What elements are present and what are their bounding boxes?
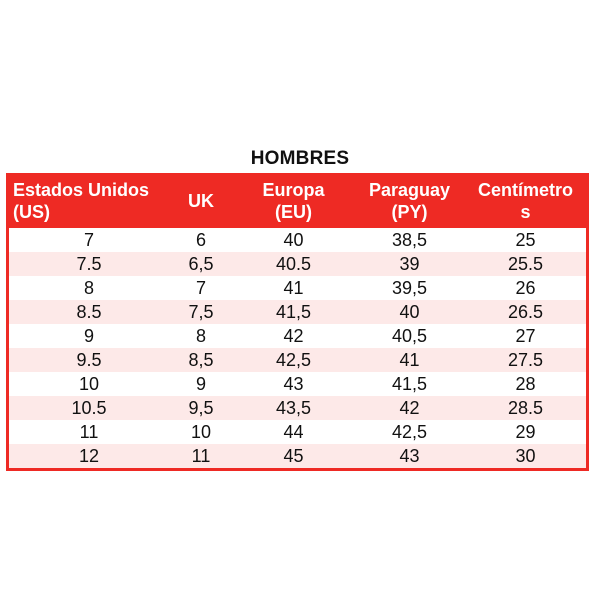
cell-eu: 45 [283,445,304,466]
cell-py: 39,5 [391,277,428,298]
cell-cm: 28.5 [507,397,544,418]
header-label: (US) [13,201,50,222]
cell-eu: 43 [283,373,304,394]
cell-eu: 44 [283,421,304,442]
cell-us: 10 [78,373,100,394]
cell-us: 8 [83,277,94,298]
table-row [9,300,586,324]
header-label: (EU) [275,201,312,222]
cell-uk: 7,5 [188,301,214,322]
cell-cm: 26 [515,277,536,298]
cell-us: 10.5 [71,397,107,418]
cell-py: 40 [399,301,420,322]
cell-eu: 40 [283,229,304,250]
cell-cm: 29 [515,421,536,442]
header-label: s [520,201,531,222]
cell-us: 9 [83,325,94,346]
cell-us: 12 [78,445,100,466]
table-body [9,228,586,468]
cell-us: 7 [83,229,94,250]
cell-uk: 9 [195,373,206,394]
table-row [9,396,586,420]
cell-eu: 42 [283,325,304,346]
header-cell-eu [233,179,354,223]
cell-uk: 8 [195,325,206,346]
header-label: (PY) [391,201,428,222]
table-row [9,276,586,300]
header-cell-uk [169,190,233,212]
size-chart-table [6,173,589,471]
cell-py: 42,5 [391,421,428,442]
table-header [9,173,586,228]
cell-uk: 9,5 [188,397,214,418]
cell-cm: 30 [515,445,536,466]
cell-py: 41,5 [391,373,428,394]
cell-us: 11 [79,421,99,442]
table-row [9,252,586,276]
cell-eu: 43,5 [275,397,312,418]
header-label: Paraguay [368,179,451,200]
cell-py: 42 [399,397,420,418]
header-label: UK [188,190,214,211]
cell-uk: 10 [190,421,212,442]
table-row [9,324,586,348]
cell-uk: 6 [195,229,206,250]
cell-uk: 11 [191,445,211,466]
cell-py: 38,5 [391,229,428,250]
cell-cm: 25.5 [507,253,544,274]
cell-us: 8.5 [76,301,102,322]
cell-cm: 27.5 [507,349,544,370]
table-row [9,348,586,372]
header-cell-cm [465,179,586,223]
table-row [9,372,586,396]
cell-py: 41 [399,349,420,370]
cell-eu: 42,5 [275,349,312,370]
header-cell-py [354,179,465,223]
cell-uk: 7 [195,277,206,298]
cell-cm: 25 [515,229,536,250]
cell-uk: 8,5 [188,349,214,370]
cell-eu: 41 [283,277,304,298]
header-label: Europa [262,179,325,200]
header-cell-us [9,179,169,223]
cell-cm: 27 [515,325,536,346]
cell-py: 39 [399,253,420,274]
header-label: Estados Unidos [13,179,150,200]
cell-eu: 41,5 [275,301,312,322]
cell-us: 9.5 [76,349,102,370]
table-row [9,228,586,252]
header-label: Centímetro [477,179,573,200]
cell-us: 7.5 [76,253,102,274]
cell-py: 40,5 [391,325,428,346]
cell-cm: 26.5 [507,301,544,322]
table-row [9,420,586,444]
cell-eu: 40.5 [275,253,312,274]
table-row [9,444,586,468]
cell-uk: 6,5 [188,253,214,274]
cell-py: 43 [399,445,420,466]
cell-cm: 28 [515,373,536,394]
table-title: HOMBRES [250,148,350,169]
